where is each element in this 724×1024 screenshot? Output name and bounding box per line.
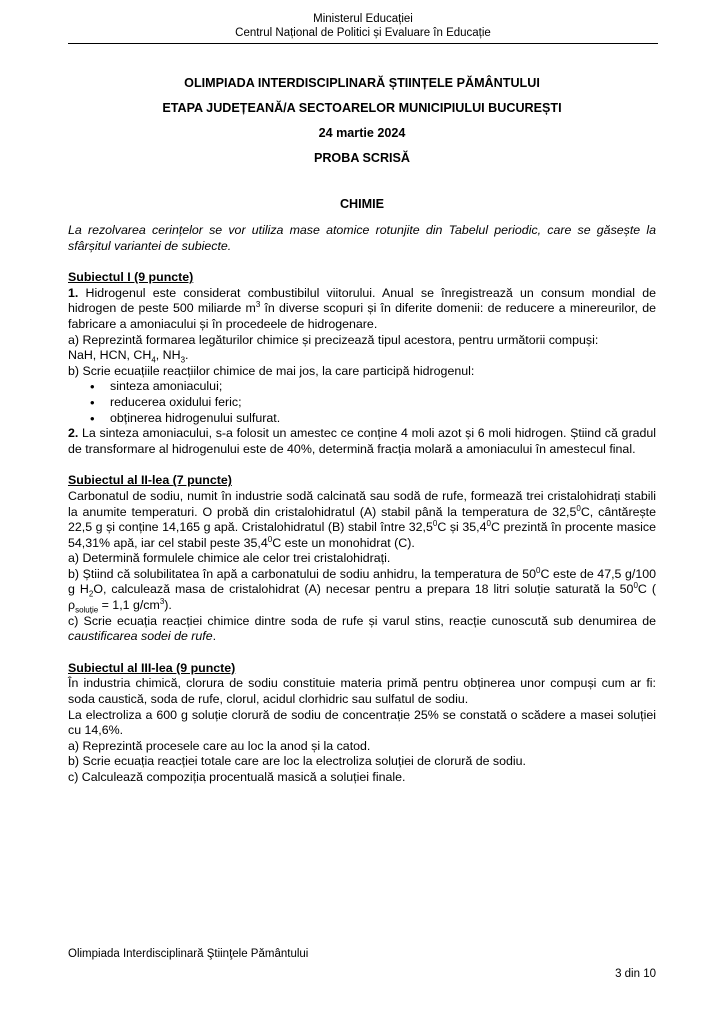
s3-question-b: b) Scrie ecuația reacției totale care are loc la electroliza soluției de clorură de sodiu. — [68, 754, 526, 769]
s1-question-b: b) Scrie ecuațiile reacțiilor chimice de mai jos, la care participă hidrogenul: — [68, 363, 475, 378]
s1-p2-number: 2. — [68, 426, 79, 441]
s2-question-c: c) Scrie ecuația reacției chimice dintre soda de rufe și varul stins, reacție cunoscută sub denumirea de caustificarea sodei de rufe. — [68, 613, 656, 644]
test-type: PROBA SCRISĂ — [313, 151, 411, 165]
s1-question-a: a) Reprezintă formarea legăturilor chimice și precizează tipul acestora, pentru următorii compuși: — [68, 332, 599, 347]
section-2-title: Subiectul al II-lea (7 puncte) — [68, 473, 232, 488]
document-body — [68, 76, 656, 786]
s3-paragraph-2: La electroliza a 600 g soluție clorură de sodiu de concentrație 25% se constată o scădere a masei soluției cu 14,6%. — [68, 707, 656, 738]
s2-question-b: b) Știind că solubilitatea în apă a carbonatului de sodiu anhidru, la temperatura de $50^0C$ este de 47,5 g/100 g $H_2O$, calculează masa de cristalohidrat (A) necesar pentru a prepara 18 litri soluție saturată la $50^0C$ ( $\rho_{soluție} = 1,1$ $g/cm^3$). — [68, 565, 656, 615]
subject-name: CHIMIE — [339, 197, 385, 211]
header-center: Centrul Național de Politici și Evaluare în Educație — [235, 27, 491, 39]
s3-question-a: a) Reprezintă procesele care au loc la anod și la catod. — [68, 738, 371, 753]
olympiad-title: OLIMPIADA INTERDISCIPLINARĂ ȘTIINȚELE PĂMÂNTULUI — [184, 76, 540, 90]
s2-question-a: a) Determină formulele chimice ale celor trei cristalohidrați. — [68, 551, 391, 566]
list-item: • reducerea oxidului feric; — [90, 395, 656, 411]
exam-date: 24 martie 2024 — [318, 126, 406, 140]
section-1-title: Subiectul I (9 puncte) — [68, 270, 194, 285]
page-header — [68, 12, 658, 40]
stage-title: ETAPA JUDEȚEANĂ/A SECTOARELOR MUNICIPIULUI BUCUREȘTI — [162, 101, 562, 115]
s1-problem-2: 2. La sinteza amoniacului, s-a folosit un amestec ce conține 4 moli azot și 6 moli hidrogen. Știind că gradul de transformare al hidrogenului este de 40%, determină fracția molară a amoniacului în amestecul final. — [68, 426, 656, 456]
list-item: • obținerea hidrogenului sulfurat. — [90, 411, 656, 427]
section-3-title: Subiectul al III-lea (9 puncte) — [68, 660, 236, 675]
s1-p1-number: 1. — [68, 285, 79, 300]
intro-instructions: La rezolvarea cerințelor se vor utiliza mase atomice rotunjite din Tabelul periodic, care se găsește la sfârșitul variantei de subiecte. — [68, 223, 656, 253]
list-item: • sinteza amoniacului; — [90, 379, 656, 395]
footer-title: Olimpiada Interdisciplinară Ştiinţele Pământului — [68, 948, 309, 960]
s3-paragraph-1: În industria chimică, clorura de sodiu constituie materia primă pentru obținerea unor compuși cum ar fi: soda caustică, soda de rufe, clorul, acidul clorhidric sau sulfatul de sodiu. — [68, 676, 656, 707]
s1-reaction-list — [68, 379, 656, 426]
s2-problem-text: Carbonatul de sodiu, numit în industrie sodă calcinată sau sodă de rufe, formează trei cristalohidrați stabili la anumite temperaturi. O probă din cristalohidratul (A) stabil până la temperatura de 32,5$^0$C, cântărește 22,5 g și conține 14,165 g apă. Cristalohidratul (B) stabil între 32,5$^0$C și 35,4$^0$C prezintă în procente masice 54,31% apă, iar cel stabil peste 35,4$^0$C este un monohidrat (C). — [68, 488, 656, 550]
header-ministry: Ministerul Educației — [313, 13, 413, 25]
page-number: 3 din 10 — [615, 968, 656, 980]
s3-question-c: c) Calculează compoziția procentuală masică a soluției finale. — [68, 770, 406, 784]
s1-problem-1: 1. Hidrogenul este considerat combustibilul viitorului. Anual se înregistrează un consum mondial de hidrogen de peste 500 miliarde $m^3$ în diverse scopuri și în diferite domenii: de reducere a minereurilor, de fabricare a amoniacului și în procedeele de hidrogenare. — [68, 285, 656, 331]
s1-compounds: NaH, HCN, $CH_4$, $NH_3$. — [68, 348, 189, 365]
header-divider — [68, 43, 658, 44]
